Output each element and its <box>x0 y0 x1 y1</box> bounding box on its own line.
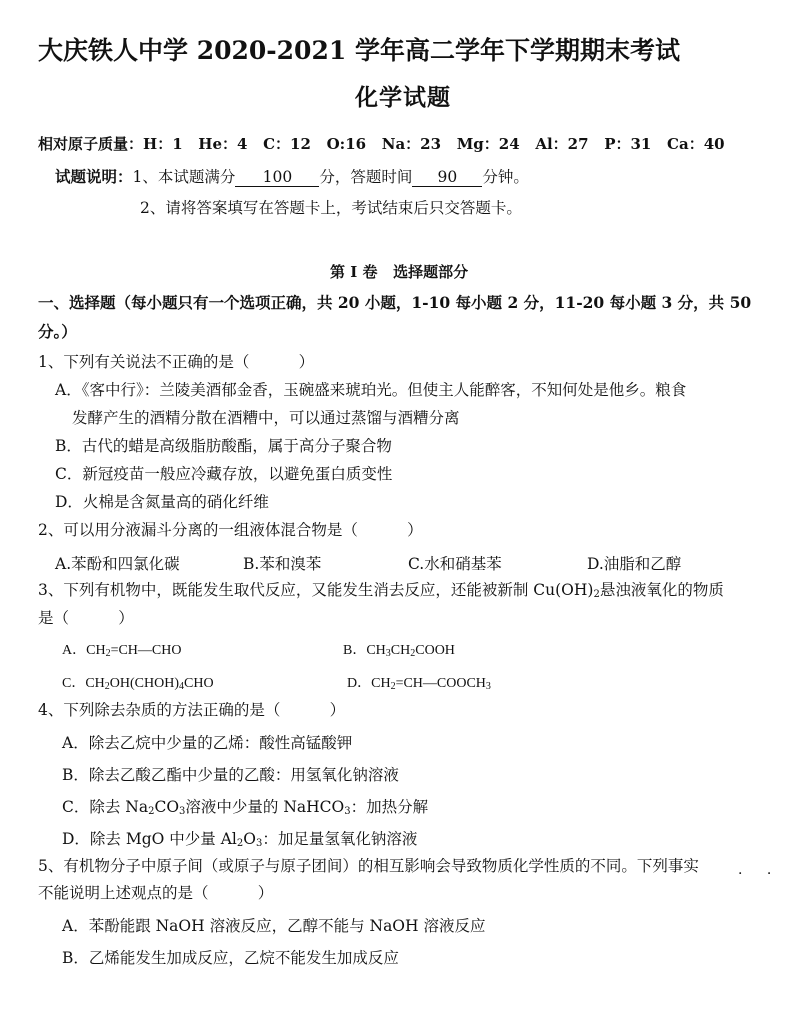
atomic-mass-label: 相对原子质量： <box>38 135 144 153</box>
exam-title: 大庆铁人中学 2020-2021 学年高二学年下学期期末考试 <box>38 36 680 65</box>
q1-option-a-line-2: 发酵产生的酒精分散在酒糟中，可以通过蒸馏与酒糟分离 <box>72 409 460 427</box>
q4-option-d: D．除去 MgO 中少量 $Al_2O_3$：加足量氢氧化钠溶液 <box>62 830 418 849</box>
q5-option-b: B．乙烯能发生加成反应，乙烷不能发生加成反应 <box>62 949 399 967</box>
q4-option-c: C．除去 $Na_2CO_3$溶液中少量的 NaHCO$_3$：加热分解 <box>62 798 429 817</box>
section-heading-line-2: 分。） <box>38 322 77 341</box>
q1-option-a-line-1: A．《客中行》：兰陵美酒郁金香，玉碗盛来琥珀光。但使主人能醉客，不知何处是他乡。粮食 <box>55 381 687 399</box>
q2-option-d: D.油脂和乙醇 <box>587 555 682 573</box>
q1-option-c: C．新冠疫苗一般应冷藏存放，以避免蛋白质变性 <box>55 465 393 483</box>
q4-option-a: A．除去乙烷中少量的乙烯：酸性高锰酸钾 <box>62 734 353 752</box>
q3-option-a: A．$CH_2=CH—CHO$ <box>62 643 182 659</box>
q3-stem-sub: 2 <box>593 589 600 600</box>
emphasis-dots: · · <box>738 866 782 882</box>
q2-option-c: C.水和硝基苯 <box>408 555 502 573</box>
exam-time-value: 90 <box>412 169 482 187</box>
q4-option-b: B．除去乙酸乙酯中少量的乙酸：用氢氧化钠溶液 <box>62 766 399 784</box>
q4-option-d-post: ：加足量氢氧化钠溶液 <box>262 830 418 848</box>
instruction-1-pre: 1、本试题满分 <box>132 168 236 186</box>
q4-option-d-pre: D．除去 MgO 中少量 Al <box>62 830 237 848</box>
instruction-2: 2、请将答案填写在答题卡上，考试结束后只交答题卡。 <box>140 199 522 217</box>
atomic-mass-line <box>38 134 725 154</box>
full-score-value: 100 <box>235 169 319 187</box>
q3-stem-pre: 3、下列有机物中，既能发生取代反应，又能发生消去反应，还能被新制 Cu(OH) <box>38 581 594 599</box>
q5-option-a: A．苯酚能跟 NaOH 溶液反应，乙醇不能与 NaOH 溶液反应 <box>62 917 486 935</box>
exam-subtitle: 化学试题 <box>355 84 451 111</box>
q1-option-b: B．古代的蜡是高级脂肪酸酯，属于高分子聚合物 <box>55 437 392 455</box>
q3-stem-line-1 <box>38 580 724 600</box>
instruction-1-mid: 分，答题时间 <box>319 168 413 186</box>
instructions-line-1 <box>55 167 529 187</box>
q3-option-b: B．$CH_3CH_2COOH$ <box>343 643 455 659</box>
q3-stem-post: 悬浊液氧化的物质 <box>599 581 724 599</box>
q5-stem-line-1: 5、有机物分子中原子间（或原子与原子团间）的相互影响会导致物质化学性质的不同。下列事实 <box>38 857 699 875</box>
instructions-label: 试题说明： <box>55 167 133 186</box>
q4-stem: 4、下列除去杂质的方法正确的是（ ） <box>38 701 346 719</box>
q1-option-d: D．火棉是含氮量高的硝化纤维 <box>55 493 269 511</box>
q2-option-a: A.苯酚和四氯化碳 <box>55 555 180 573</box>
q1-stem: 1、下列有关说法不正确的是（ ） <box>38 353 315 371</box>
q2-option-b: B.苯和溴苯 <box>243 555 322 573</box>
section-heading-line-1: 一、选择题（每小题只有一个选项正确，共 20 小题，1-10 每小题 2 分，11-20 每小题 3 分，共 50 <box>38 293 752 312</box>
q3-option-d: D．$CH_2=CH—COOCH_3$ <box>347 676 491 692</box>
atomic-mass-values: H：1 He：4 C：12 O:16 Na：23 Mg：24 Al：27 P：31 Ca：40 <box>143 135 725 153</box>
q3-option-c: C．$CH_2OH(CHOH)_4CHO$ <box>62 676 214 692</box>
q5-stem-line-2: 不能说明上述观点的是（ ） <box>38 884 274 902</box>
section-title: 第 I 卷 选择题部分 <box>330 263 469 281</box>
q2-stem: 2、可以用分液漏斗分离的一组液体混合物是（ ） <box>38 521 423 539</box>
q3-stem-line-2: 是（ ） <box>38 609 134 627</box>
instruction-1-post: 分钟。 <box>482 168 529 186</box>
